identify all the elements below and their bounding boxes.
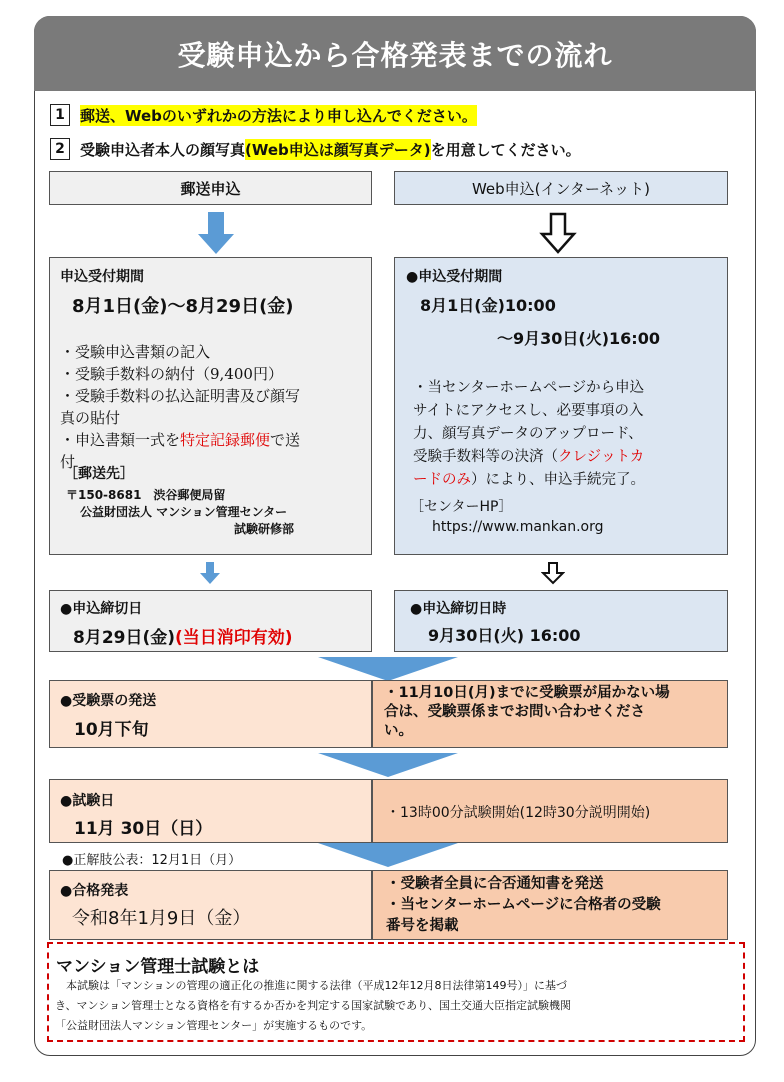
result-label: ●合格発表 [60,883,129,899]
bullet-item: 真の貼付 [60,409,121,427]
web-lines [413,377,725,492]
note-line: ・当センターホームページに合格者の受験 [386,897,661,913]
note-line: 番号を掲載 [386,918,459,934]
web-deadline: 9月30日(火) 16:00 [428,626,581,645]
bullet-text: で送 [270,431,301,449]
mail-period: 8月1日(金)～8月29日(金) [72,296,294,317]
about-body [55,976,741,1036]
bullet-item: 付 [60,453,76,471]
mail-dest-line-2: 公益財団法人 マンション管理センター [80,505,288,519]
mail-dest-line-3: 試験研修部 [234,522,295,536]
step-1-text: 郵送、Webのいずれかの方法により申し込んでください。 [80,106,477,125]
page-title: 受験申込から合格発表までの流れ [177,38,613,72]
about-title: マンション管理士試験とは [56,957,260,977]
web-line: 力、顔写真データのアップロード、 [413,426,643,442]
about-line: 「公益財団法人マンション管理センター」が実施するものです。 [55,1019,373,1032]
exam-label: ●試験日 [60,793,115,809]
bullet-red-text: 特定記録郵便 [180,431,271,449]
chevron-down-icon [318,753,458,777]
bullet-text: ・申込書類一式を [60,431,181,449]
result-note [386,874,661,937]
note-line: ・11月10日(月)までに受験票が届かない場 [384,685,670,701]
down-arrow-icon [196,212,236,256]
mail-dest-label: ［郵送先］ [64,466,134,482]
web-period-label: ●申込受付期間 [406,269,503,285]
web-hp-url[interactable]: https://www.mankan.org [432,519,604,535]
step-number: 2 [50,138,70,160]
step-number: 1 [50,104,70,126]
step-2-text-highlight: (Web申込は顔写真データ) [245,140,431,159]
mail-deadline-label: ●申込締切日 [60,601,143,617]
web-heading: Web申込(インターネット) [394,171,728,205]
bullet-item: ・受験手数料の納付（9,400円） [60,365,283,383]
web-deadline-label: ●申込締切日時 [410,601,507,617]
web-line: サイトにアクセスし、必要事項の入 [413,403,644,419]
web-line: ・当センターホームページから申込 [413,380,645,396]
ticket-note [384,684,670,741]
note-line: ・受験者全員に合否通知書を発送 [386,876,604,892]
web-period-2: ～9月30日(火)16:00 [497,329,660,348]
exam-date: 11月 30日（日） [74,819,213,839]
note-line: 合は、受験票係までお問い合わせくださ [384,704,645,720]
note-line: い。 [384,723,413,739]
chevron-down-icon [318,843,458,867]
down-arrow-outline-icon [538,212,578,256]
web-line-red: クレジットカ [558,449,645,465]
mail-deadline-note: (当日消印有効) [175,628,293,648]
step-2 [50,138,581,160]
web-period-1: 8月1日(金)10:00 [420,296,556,315]
step-2-text-b: を用意してください。 [430,140,581,159]
ticket-label: ●受験票の発送 [60,693,157,709]
web-line-red: ードのみ [413,472,471,488]
mail-bullets [60,341,370,473]
web-hp-label: ［センターHP］ [410,499,513,515]
about-line: き、マンション管理士となる資格を有するか否かを判定する国家試験であり、国土交通大臣指定試験機関 [55,999,572,1012]
mail-deadline [73,623,293,648]
bullet-item: ・受験申込書類の記入 [60,343,211,361]
chevron-down-icon [318,657,458,681]
exam-note: ・13時00分試験開始(12時30分説明開始) [386,805,651,821]
result-date: 令和8年1月9日（金） [72,908,251,929]
mail-deadline-date: 8月29日(金) [73,628,176,648]
web-line-text: 受験手数料等の決済（ [413,449,558,465]
down-arrow-outline-icon [541,562,565,586]
ticket-date: 10月下旬 [74,720,149,740]
mail-period-label: 申込受付期間 [60,269,144,285]
about-line: 本試験は「マンションの管理の適正化の推進に関する法律（平成12年12月8日法律第149号）」に基づ [66,979,567,992]
step-1 [50,104,477,126]
mail-dest-line-1: 〒150-8681 渋谷郵便局留 [66,488,226,502]
answer-announcement: ●正解肢公表：12月1日（月） [62,853,242,868]
web-line-text: ）により、申込手続完了。 [471,472,645,488]
mail-heading: 郵送申込 [49,171,372,205]
bullet-item: ・受験手数料の払込証明書及び顔写 [60,387,301,405]
step-2-text-a: 受験申込者本人の顔写真 [80,140,246,159]
down-arrow-icon [199,562,221,586]
